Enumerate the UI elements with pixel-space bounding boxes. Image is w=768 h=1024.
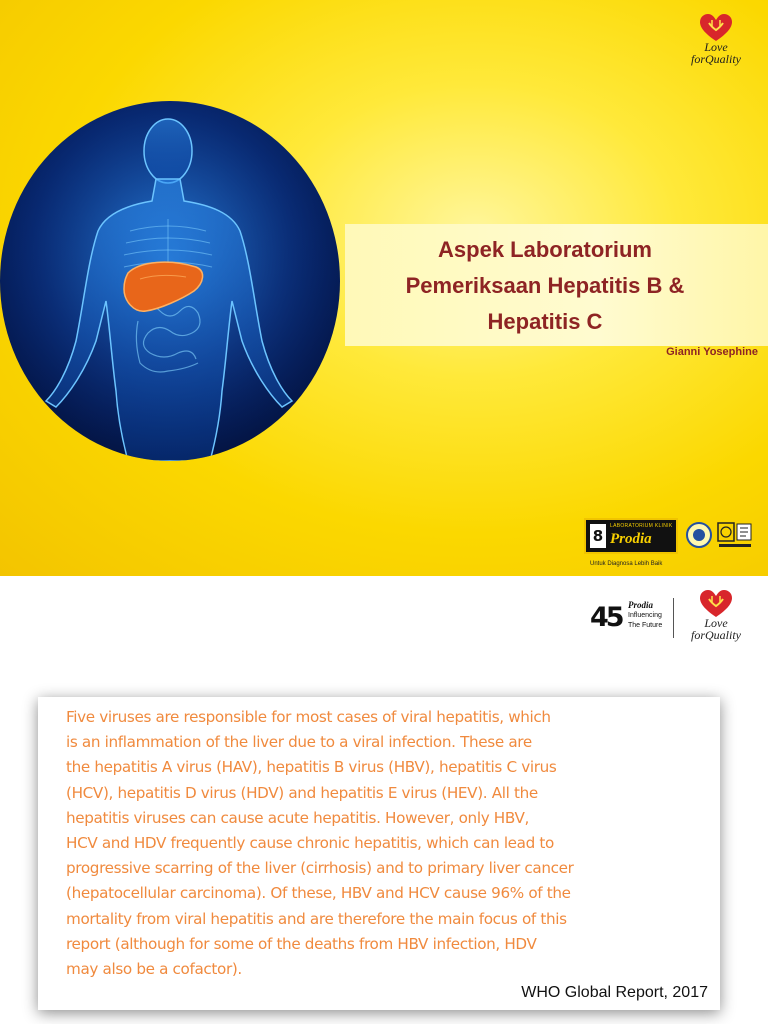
prodia-mark-icon: 8	[590, 524, 606, 548]
title-line: Pemeriksaan Hepatitis B &	[405, 273, 685, 298]
tagline-line: Influencing	[628, 612, 662, 619]
quote-line: the hepatitis A virus (HAV), hepatitis B virus (HBV), hepatitis C virus	[66, 758, 557, 777]
heart-hands-icon	[700, 590, 732, 618]
logo-divider	[673, 598, 674, 638]
slide-title	[345, 232, 745, 340]
quote-line: is an inflammation of the liver due to a viral infection. These are	[66, 733, 532, 752]
author-name: Gianni Yosephine	[666, 346, 758, 358]
quote-line: Five viruses are responsible for most cases of viral hepatitis, which	[66, 708, 551, 726]
quote-line: mortality from viral hepatitis and are therefore the main focus of this	[66, 909, 567, 928]
accreditation-seal-icon	[686, 522, 712, 548]
quote-line: report (although for some of the deaths from HBV infection, HDV	[66, 934, 537, 953]
heart-hands-icon	[700, 14, 732, 42]
certification-mark-icon	[717, 522, 753, 550]
title-line: Aspek Laboratorium	[438, 237, 652, 262]
tagline-line: The Future	[628, 622, 663, 629]
anniversary-number: 45	[590, 602, 622, 633]
quote-card	[38, 697, 720, 1010]
quote-line: HCV and HDV frequently cause chronic hepatitis, which can lead to	[66, 834, 554, 853]
prodia-45-logo	[590, 596, 680, 640]
prodia-brand: Prodia	[610, 531, 652, 547]
quote-source: WHO Global Report, 2017	[521, 984, 708, 1001]
logo-word-for-quality: forQuality	[691, 52, 741, 66]
quote-line: (hepatocellular carcinoma). Of these, HBV and HCV cause 96% of the	[66, 884, 571, 903]
logo-word-love: Love	[704, 616, 728, 630]
quote-line: progressive scarring of the liver (cirrhosis) and to primary liver cancer	[66, 859, 574, 878]
logo-word-for-quality: forQuality	[691, 628, 741, 642]
quote-line: hepatitis viruses can cause acute hepatitis. However, only HBV,	[66, 808, 530, 827]
quote-line: (HCV), hepatitis D virus (HDV) and hepatitis E virus (HEV). All the	[66, 783, 538, 802]
prodia-lab-label: LABORATORIUM KLINIK	[610, 523, 673, 529]
quote-text	[66, 705, 706, 982]
prodia-tagline: Untuk Diagnosa Lebih Baik	[590, 561, 663, 567]
logo-word-love: Love	[704, 40, 728, 54]
prodia-logo	[584, 518, 678, 554]
quote-slide	[0, 576, 768, 1024]
love-for-quality-logo	[676, 590, 756, 640]
love-for-quality-logo	[676, 14, 756, 64]
human-body-liver-illustration	[0, 101, 340, 461]
quote-line: may also be a cofactor).	[66, 960, 242, 979]
title-line: Hepatitis C	[487, 309, 603, 334]
prodia-brand: Prodia	[628, 600, 654, 610]
